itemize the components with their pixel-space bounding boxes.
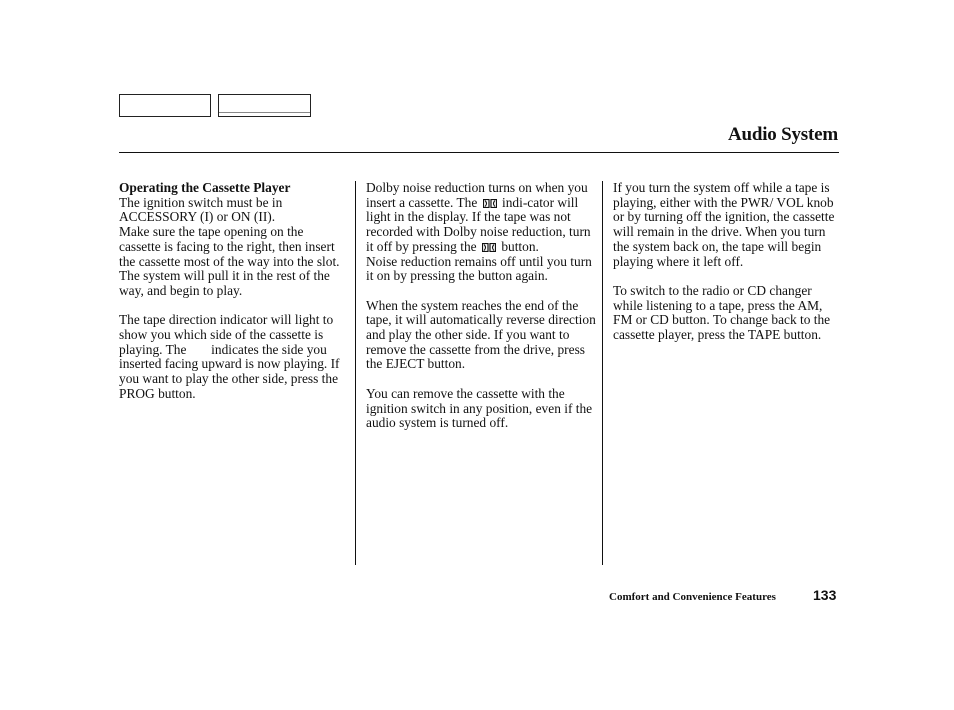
switch-source-paragraph: To switch to the radio or CD changer while listening to a tape, press the AM, FM or CD button. To change back to the cassette player, press the TAPE button. [613,282,831,343]
nav-tab-box-2[interactable] [218,94,311,117]
column-divider-1 [355,181,356,565]
dolby-icon [483,199,497,208]
ignition-text: The ignition switch must be in ACCESSORY (I) or ON (II). [119,194,283,225]
intro-paragraph [119,181,347,299]
dolby-icon [482,243,496,252]
dolby-text-a: Dolby noise reduction turns on when you insert a cassette. The [366,180,588,210]
dolby-text-b: indi-cator will light in the display. If the tape was not recorded with Dolby noise reduction, turn it off by pressing the [366,194,591,254]
remove-cassette-paragraph: You can remove the cassette with the ignition switch in any position, even if the audio system is turned off. [366,385,593,431]
page-number: 133 [813,587,837,603]
direction-text-b: indicates the side you inserted facing upward is now playing. If you want to play the other side, press the PROG button. [119,341,340,401]
footer-section-label: Comfort and Convenience Features [609,591,776,603]
column-3 [613,181,841,357]
noise-reduction-text: Noise reduction remains off until you turn it on by pressing the button again. [366,253,592,284]
column-divider-2 [602,181,603,565]
dolby-paragraph [366,181,596,284]
insert-text: Make sure the tape opening on the cassette is facing to the right, then insert the cassette most of the way into the slot. The system will pull it in the rest of the way, and begin to play. [119,224,340,298]
system-off-paragraph: If you turn the system off while a tape is playing, either with the PWR/ VOL knob or by turning off the ignition, the cassette will remain in the drive. When you turn the system back on, the tape will begin playing where it left off. [613,180,835,269]
direction-paragraph [119,313,347,401]
header-rule [119,152,839,153]
nav-tab-box-1[interactable] [119,94,211,117]
column-2 [366,181,596,446]
section-title: Audio System [727,124,838,145]
column-1 [119,181,347,416]
subsection-heading: Operating the Cassette Player [119,180,291,195]
auto-reverse-paragraph: When the system reaches the end of the tape, it will automatically reverse direction and play the other side. If you want to remove the cassette from the drive, press the EJECT button. [366,297,596,372]
dolby-text-c: button. [501,238,539,254]
direction-text-a: The tape direction indicator will light to show you which side of the cassette is playing. The [119,312,334,357]
tape-direction-icon [190,345,208,354]
